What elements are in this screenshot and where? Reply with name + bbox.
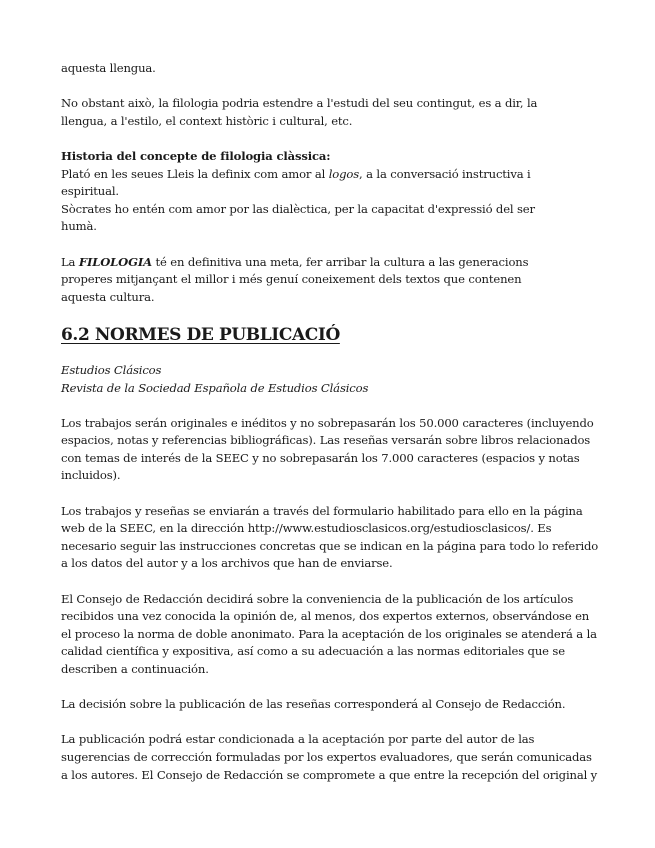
history-text	[61, 166, 591, 236]
filologia-paragraph	[61, 254, 551, 307]
section-title: 6.2 NORMES DE PUBLICACIÓ	[61, 324, 340, 345]
filologia-term: FILOLOGIA	[78, 254, 152, 269]
document-page	[61, 60, 601, 784]
norm-paragraph-3: El Consejo de Redacción decidirá sobre la conveniencia de la publicación de los artículos recibidos una vez conocida la opinión de, al menos, dos expertos externos, observándose en el proceso la norma de doble anonimato. Para la aceptación de los originales se atenderá a la calidad científica y expositiva, así como a su adecuación a las normas editoriales que se describen a continuación.	[61, 591, 597, 676]
norm-paragraph-5: La publicación podrá estar condicionada a la aceptación por parte del autor de las sugerencias de corrección formuladas por los expertos evaluadores, que serán comunicadas a los autores. El Consejo de Redacción se compromete a que entre la recepción del original y	[61, 732, 598, 782]
norm-paragraph-1: Los trabajos serán originales e inéditos y no sobrepasarán los 50.000 caracteres (incluyendo espacios, notas y referencias bibliográficas). Las reseñas versarán sobre libros relacionados con temas de interés de la SEEC y no sobrepasarán los 7.000 caracteres (espacios y notas incluidos).	[61, 415, 594, 483]
logos-term: logos	[328, 166, 360, 181]
norm-paragraph-2: Los trabajos y reseñas se enviarán a través del formulario habilitado para ello en la página web de la SEEC, en la dirección http://www.estudiosclasicos.org/estudiosclasicos/. Es necesario seguir las instrucciones concretas que se indican en la página para todo lo referido a los datos del autor y a los archivos que han de enviarse.	[61, 503, 599, 571]
history-block	[61, 148, 591, 236]
history-line-a: Plató en les seues Lleis la definix com amor al	[61, 166, 329, 181]
norm-paragraph-4: La decisión sobre la publicación de las reseñas corresponderá al Consejo de Redacción.	[61, 697, 566, 712]
filologia-text: té en definitiva una meta, fer arribar la cultura a las generacions properes mitjançant el millor i més genuí coneixement dels textos que contenen aquesta cultura.	[61, 254, 529, 304]
intro-paragraph-2: No obstant això, la filologia podria estendre a l'estudi del seu contingut, es a dir, la llengua, a l'estilo, el context històric i cultural, etc.	[61, 96, 538, 128]
journal-subtitle: Revista de la Sociedad Española de Estudios Clásicos	[61, 380, 369, 395]
intro-paragraph-1: aquesta llengua.	[61, 61, 156, 75]
history-line-c: Sòcrates ho entén com amor por las dialèctica, per la capacitat d'expressió del ser humà.	[61, 201, 535, 234]
history-heading: Historia del concepte de filologia clàssica:	[61, 148, 331, 163]
journal-name: Estudios Clásicos	[61, 362, 162, 377]
journal-block	[61, 362, 601, 397]
history-line-b: , a la conversació instructiva i espiritual.	[61, 166, 531, 199]
filologia-prefix: La	[61, 254, 79, 269]
